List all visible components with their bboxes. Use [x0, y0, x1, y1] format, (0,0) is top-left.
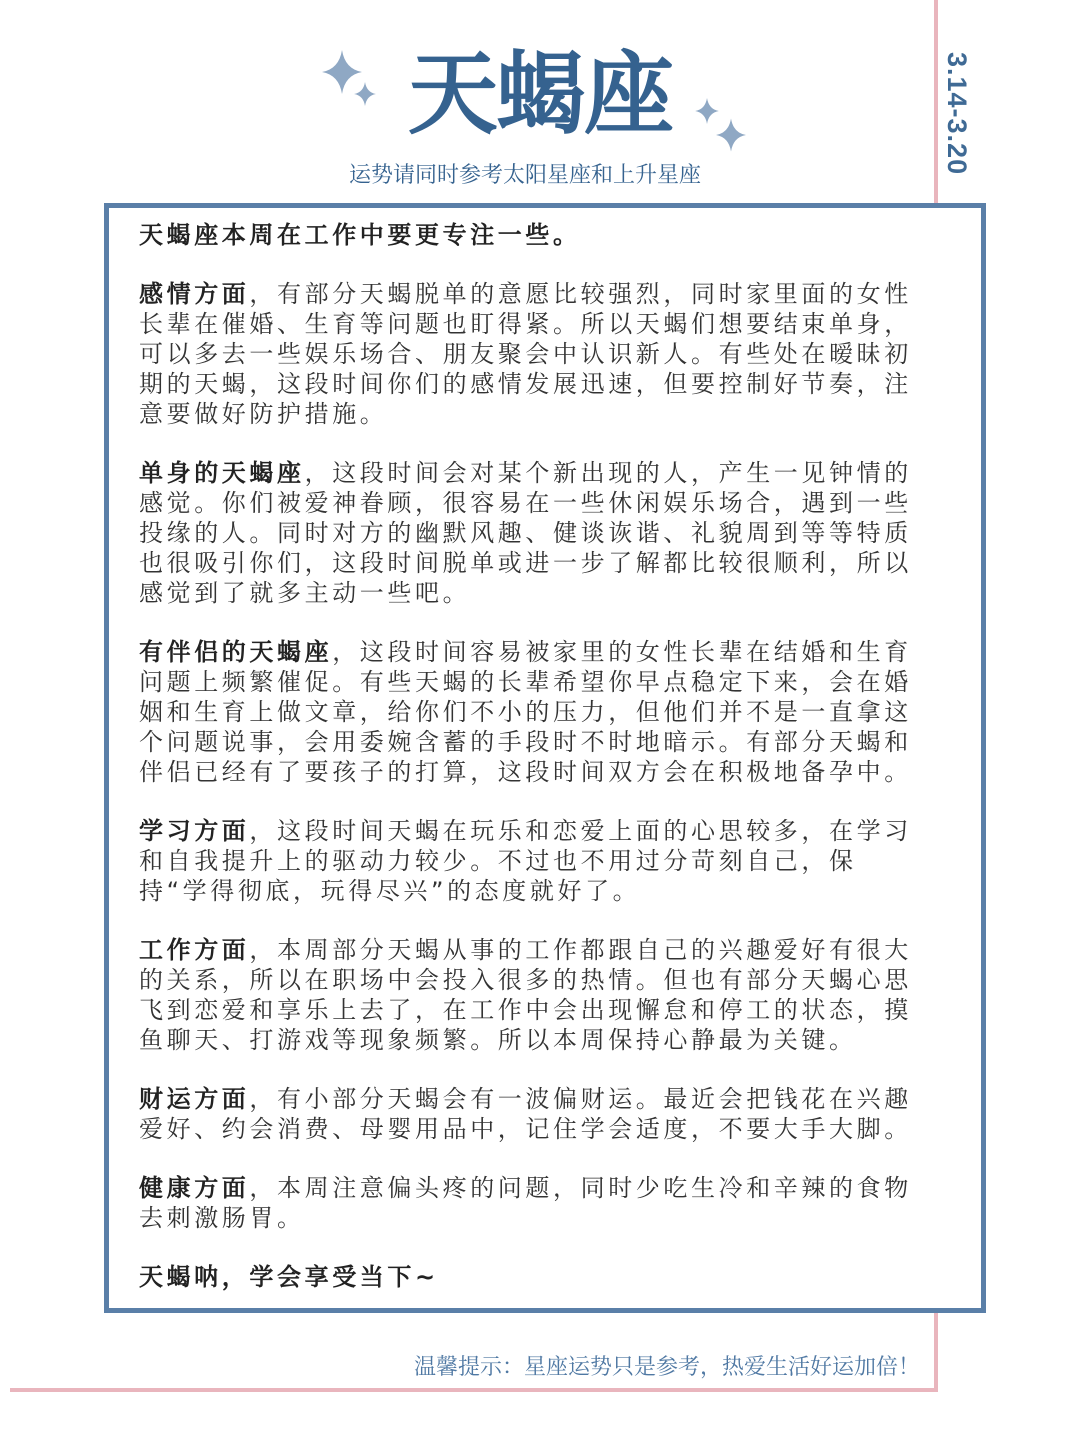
section-heading: 感情方面 [139, 280, 250, 308]
page-title: 天蝎座 [408, 42, 672, 147]
subtitle: 运势请同时参考太阳星座和上升星座 [348, 163, 701, 188]
section-health [139, 1173, 919, 1233]
horoscope-text [139, 220, 919, 1321]
section-study [139, 816, 919, 906]
footer-tip: 温馨提示：星座运势只是参考，热爱生活好运加倍！ [413, 1355, 920, 1380]
section-body: ，本周注意偏头疼的问题，同时少吃生冷和辛辣的食物去刺激肠胃。 [139, 1174, 912, 1232]
section-heading: 工作方面 [139, 936, 250, 964]
section-body: ，这段时间会对某个新出现的人，产生一见钟情的感觉。你们被爱神眷顾，很容易在一些休闲娱乐场合，遇到一些投缘的人。同时对方的幽默风趣、健谈诙谐、礼貌周到等等特质也很吸引你们，这段时间脱单或进一步了解都比较很顺利，所以感觉到了就多主动一些吧。 [139, 459, 912, 607]
section-heading: 单身的天蝎座 [139, 459, 305, 487]
section-body: ，这段时间天蝎在玩乐和恋爱上面的心思较多，在学习和自我提升上的驱动力较少。不过也不用过分苛刻自己，保持“学得彻底，玩得尽兴”的态度就好了。 [139, 817, 912, 905]
section-heading: 财运方面 [139, 1085, 250, 1113]
section-body: ，有小部分天蝎会有一波偏财运。最近会把钱花在兴趣爱好、约会消费、母婴用品中，记住学会适度，不要大手大脚。 [139, 1085, 912, 1143]
section-heading: 学习方面 [139, 817, 250, 845]
closing-paragraph [139, 1262, 919, 1292]
closing-text: 天蝎呐，学会享受当下~ [139, 1263, 439, 1291]
section-heading: 有伴侣的天蝎座 [139, 638, 333, 666]
section-heading: 健康方面 [139, 1174, 250, 1202]
section-single [139, 458, 919, 608]
section-work [139, 935, 919, 1055]
section-body: ，本周部分天蝎从事的工作都跟自己的兴趣爱好有很大的关系，所以在职场中会投入很多的热情。但也有部分天蝎心思飞到恋爱和享乐上去了，在工作中会出现懈怠和停工的状态，摸鱼聊天、打游戏等现象频繁。所以本周保持心静最为关键。 [139, 936, 912, 1054]
pink-horizontal-line [10, 1388, 938, 1392]
section-body: ，有部分天蝎脱单的意愿比较强烈，同时家里面的女性长辈在催婚、生育等问题也盯得紧。所以天蝎们想要结束单身，可以多去一些娱乐场合、朋友聚会中认识新人。有些处在暧昧初期的天蝎，这段时间你们的感情发展迅速，但要控制好节奏，注意要做好防护措施。 [139, 280, 912, 428]
intro-paragraph [139, 220, 919, 250]
section-wealth [139, 1084, 919, 1144]
sparkle-icon-right-large [716, 118, 746, 152]
content-frame [104, 203, 986, 1313]
section-body: ，这段时间容易被家里的女性长辈在结婚和生育问题上频繁催促。有些天蝎的长辈希望你早点稳定下来，会在婚姻和生育上做文章，给你们不小的压力，但他们并不是一直拿这个问题说事，会用委婉含蓄的手段时不时地暗示。有部分天蝎和伴侣已经有了要孩子的打算，这段时间双方会在积极地备孕中。 [139, 638, 912, 786]
section-love [139, 279, 919, 429]
section-partnered [139, 637, 919, 787]
intro-text: 天蝎座本周在工作中要更专注一些。 [139, 221, 581, 249]
date-range: 3.14-3.20 [942, 52, 972, 176]
sparkle-icon-left-small [354, 82, 376, 106]
